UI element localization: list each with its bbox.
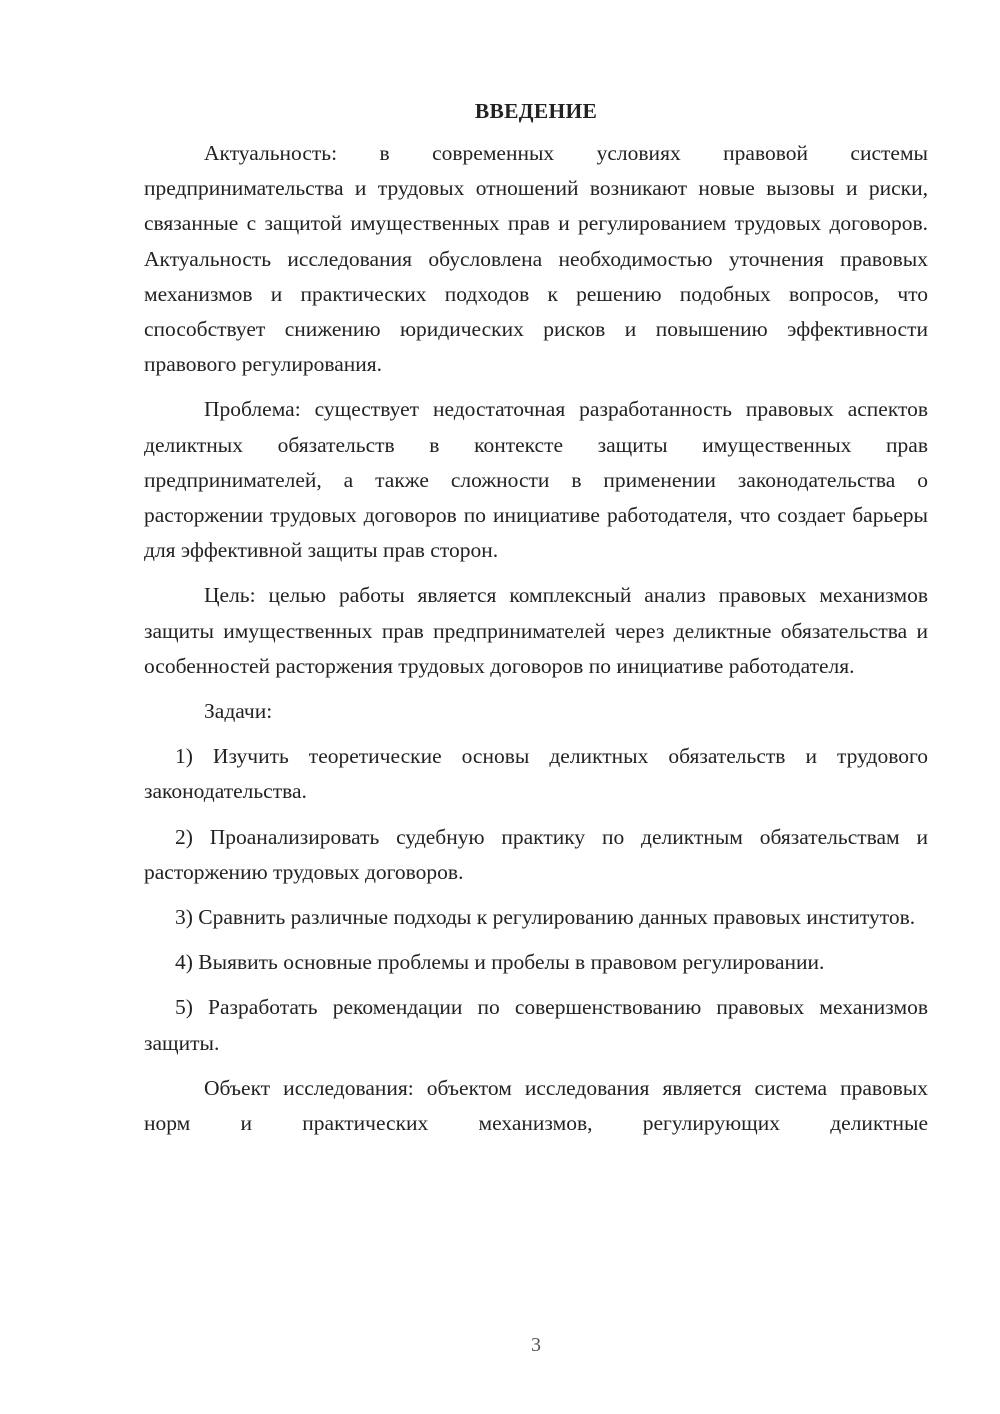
goal-paragraph: Цель: целью работы является комплексный анализ правовых механизмов защиты имущественных прав предпринимателей через деликтные обязательства и особенностей расторжения трудовых договоров по инициативе работодателя. xyxy=(144,583,928,678)
document-page xyxy=(144,96,928,1151)
section-title: ВВЕДЕНИЕ xyxy=(474,99,598,123)
task-item-4: 4) Выявить основные проблемы и пробелы в правовом регулировании. xyxy=(175,950,825,975)
problem-paragraph: Проблема: существует недостаточная разработанность правовых аспектов деликтных обязательств в контексте защиты имущественных прав предпринимателей, а также сложности в применении законодательства о расторжении трудовых договоров по инициативе работодателя, что создает барьеры для эффективной защиты прав сторон. xyxy=(144,397,928,563)
task-item-2: 2) Проанализировать судебную практику по деликтным обязательствам и расторжению трудовых договоров. xyxy=(144,824,928,884)
task-item-3: 3) Сравнить различные подходы к регулированию данных правовых институтов. xyxy=(175,905,916,930)
relevance-paragraph: Актуальность: в современных условиях правовой системы предпринимательства и трудовых отношений возникают новые вызовы и риски, связанные с защитой имущественных прав и регулированием трудовых договоров. Актуальность исследования обусловлена необходимостью уточнения правовых механизмов и практических подходов к решению подобных вопросов, что способствует снижению юридических рисков и повышению эффективности правового регулирования. xyxy=(144,141,928,377)
tasks-heading: Задачи: xyxy=(204,699,273,724)
object-paragraph: Объект исследования: объектом исследования является система правовых норм и практических механизмов, регулирующих деликтные xyxy=(144,1075,928,1136)
task-item-1: 1) Изучить теоретические основы деликтных обязательств и трудового законодательства. xyxy=(144,744,928,804)
page-number: 3 xyxy=(531,1334,541,1356)
task-item-5: 5) Разработать рекомендации по совершенствованию правовых механизмов защиты. xyxy=(144,995,928,1055)
